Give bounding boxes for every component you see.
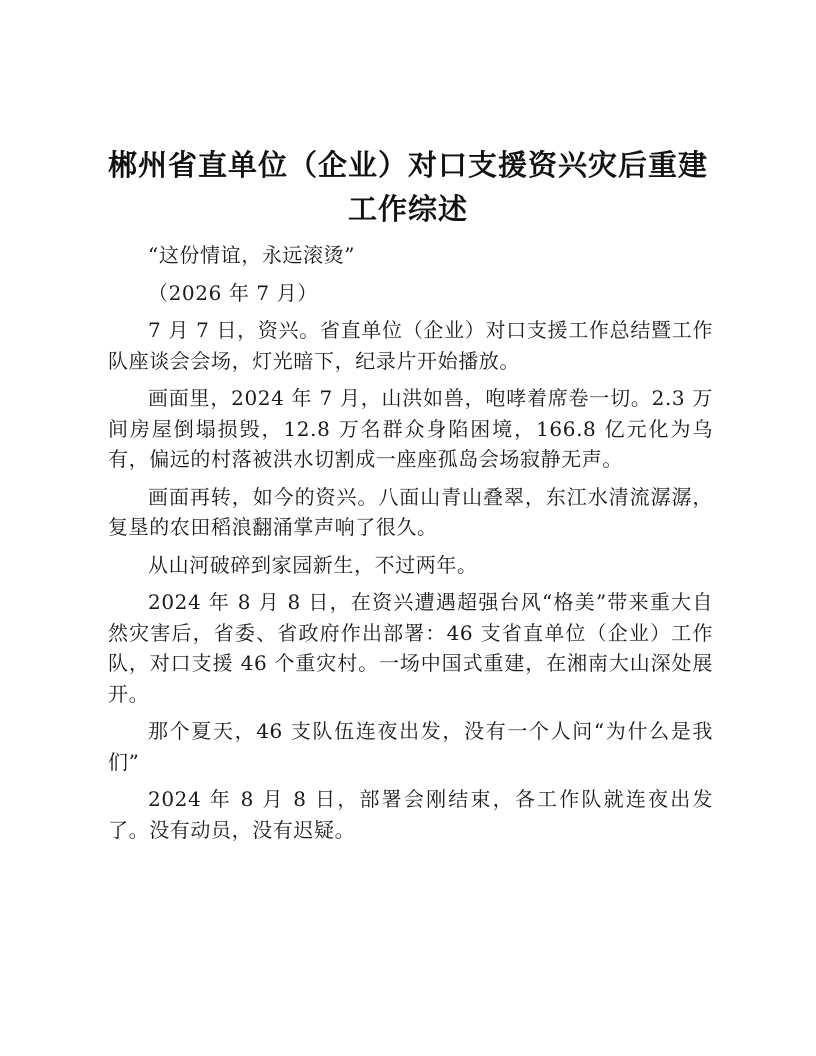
document-body — [108, 240, 713, 852]
paragraph: 从山河破碎到家园新生，不过两年。 — [148, 552, 478, 577]
paragraph: 画面里，2024 年 7 月，山洪如兽，咆哮着席卷一切。2.3 万间房屋倒塌损毁，12.8 万名群众身陷困境，166.8 亿元化为乌有，偏远的村落被洪水切割成一座座孤岛会场寂静无声。 — [108, 386, 713, 471]
subtitle-quote: “这份情谊，永远滚烫” — [148, 243, 356, 267]
document-title-line-1: 郴州省直单位（企业）对口支援资兴灾后重建 — [107, 148, 708, 182]
paragraph: 7 月 7 日，资兴。省直单位（企业）对口支援工作总结暨工作队座谈会会场，灯光暗下，纪录片开始播放。 — [108, 318, 713, 373]
document-title-line-2: 工作综述 — [347, 192, 468, 226]
date-line: （2026 年 7 月） — [148, 280, 318, 305]
paragraph: 画面再转，如今的资兴。八面山青山叠翠，东江水清流潺潺，复垦的农田稻浪翻涌掌声响了很久。 — [108, 484, 713, 539]
paragraph: 2024 年 8 月 8 日，部署会刚结束，各工作队就连夜出发了。没有动员，没有迟疑。 — [108, 787, 713, 842]
paragraph: 那个夏天，46 支队伍连夜出发，没有一个人问“为什么是我们” — [108, 719, 713, 774]
paragraph: 2024 年 8 月 8 日，在资兴遭遇超强台风“格美”带来重大自然灾害后，省委、省政府作出部署：46 支省直单位（企业）工作队，对口支援 46 个重灾村。一场中国式重建，在湘南大山深处展开。 — [108, 590, 713, 706]
